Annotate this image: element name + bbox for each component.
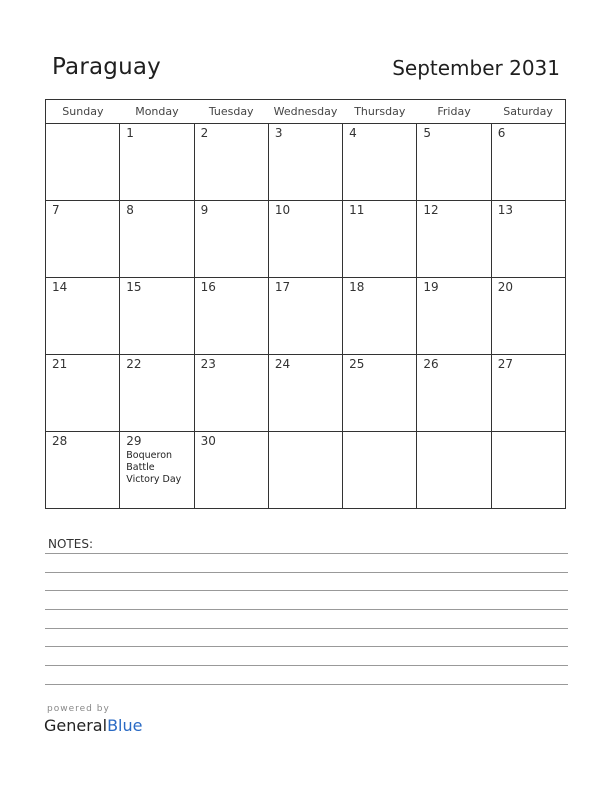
day-cell	[417, 278, 491, 355]
day-number: 14	[52, 280, 68, 294]
day-number: 1	[126, 126, 134, 140]
page-title-country: Paraguay	[52, 54, 161, 80]
day-number: 19	[423, 280, 439, 294]
day-number: 15	[126, 280, 142, 294]
day-number: 28	[52, 434, 68, 448]
month-year-title: September 2031	[392, 56, 560, 80]
day-cell	[417, 124, 491, 201]
weekday-monday: Monday	[120, 100, 194, 124]
day-number: 9	[200, 203, 209, 217]
day-cell	[491, 432, 565, 509]
day-number: 27	[497, 357, 513, 371]
generalblue-logo	[44, 716, 142, 735]
brand-general: General	[44, 716, 108, 735]
day-number: 29	[126, 434, 142, 448]
note-line	[45, 553, 568, 554]
weekday-friday: Friday	[417, 100, 491, 124]
day-cell	[491, 124, 565, 201]
note-line	[45, 665, 568, 666]
day-number: 3	[274, 126, 283, 140]
day-number: 10	[274, 203, 291, 217]
notes-label: NOTES:	[48, 537, 93, 551]
day-cell	[46, 278, 120, 355]
day-number: 20	[497, 280, 513, 294]
day-number: 30	[200, 434, 216, 448]
day-number: 5	[423, 126, 432, 140]
note-line	[45, 628, 568, 629]
day-cell	[343, 201, 417, 278]
day-cell	[194, 124, 268, 201]
day-cell	[491, 278, 565, 355]
day-cell	[343, 124, 417, 201]
day-cell	[46, 432, 120, 509]
weekday-header-row	[46, 100, 566, 124]
note-line	[45, 646, 568, 647]
day-cell-holiday	[120, 432, 194, 509]
note-line	[45, 572, 568, 573]
day-cell	[120, 201, 194, 278]
week-row	[46, 124, 566, 201]
day-cell	[46, 124, 120, 201]
powered-by-text: powered by	[47, 704, 110, 714]
day-number: 17	[274, 280, 291, 294]
week-row	[46, 201, 566, 278]
day-number: 23	[200, 357, 216, 371]
weekday-thursday: Thursday	[343, 100, 417, 124]
day-number: 25	[349, 357, 365, 371]
day-number: 16	[200, 280, 216, 294]
day-number: 26	[423, 357, 439, 371]
day-number: 21	[52, 357, 68, 371]
day-cell	[343, 355, 417, 432]
day-cell	[343, 432, 417, 509]
day-cell	[268, 355, 342, 432]
day-cell	[194, 355, 268, 432]
day-cell	[491, 355, 565, 432]
day-cell	[268, 432, 342, 509]
day-number: 6	[497, 126, 506, 140]
week-row	[46, 432, 566, 509]
note-line	[45, 609, 568, 610]
weekday-saturday: Saturday	[491, 100, 565, 124]
day-cell	[194, 201, 268, 278]
day-number: 22	[126, 357, 142, 371]
day-cell	[417, 201, 491, 278]
day-cell	[194, 432, 268, 509]
note-line	[45, 590, 568, 591]
day-cell	[46, 355, 120, 432]
day-cell	[268, 124, 342, 201]
day-cell	[46, 201, 120, 278]
day-cell	[120, 355, 194, 432]
day-cell	[417, 355, 491, 432]
day-cell	[120, 124, 194, 201]
calendar-grid	[45, 99, 566, 509]
day-number: 8	[126, 203, 134, 217]
note-line	[45, 684, 568, 685]
day-number: 7	[52, 203, 60, 217]
day-number: 2	[200, 126, 209, 140]
weekday-wednesday: Wednesday	[268, 100, 342, 124]
day-cell	[268, 201, 342, 278]
day-cell	[491, 201, 565, 278]
day-number: 24	[274, 357, 291, 371]
weekday-tuesday: Tuesday	[194, 100, 268, 124]
weekday-sunday: Sunday	[46, 100, 120, 124]
day-cell	[120, 278, 194, 355]
day-number: 4	[349, 126, 357, 140]
day-cell	[417, 432, 491, 509]
holiday-label: Boqueron Battle Victory Day	[126, 450, 182, 485]
day-cell	[268, 278, 342, 355]
brand-blue: Blue	[107, 716, 143, 735]
day-cell	[194, 278, 268, 355]
day-number: 12	[423, 203, 439, 217]
day-number: 13	[497, 203, 513, 217]
day-cell	[343, 278, 417, 355]
day-number: 11	[349, 203, 365, 217]
week-row	[46, 278, 566, 355]
day-number: 18	[349, 280, 365, 294]
week-row	[46, 355, 566, 432]
